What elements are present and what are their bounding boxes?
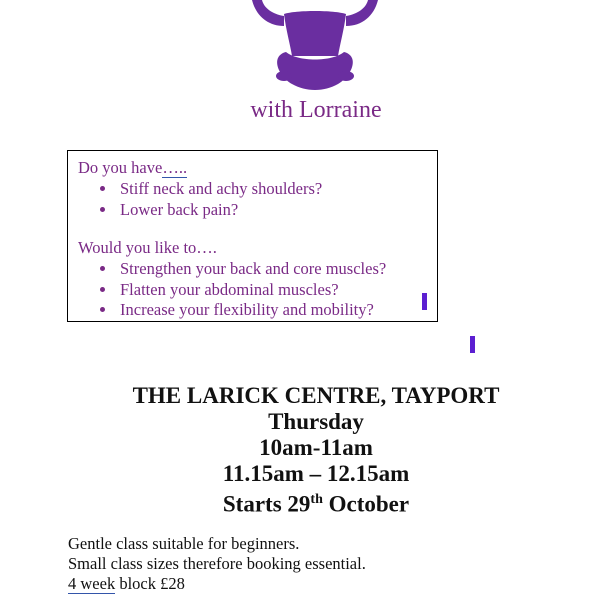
venue-time-2: 11.15am – 12.15am <box>222 461 410 486</box>
question-do-you-have <box>78 157 187 178</box>
cursor-marker <box>470 336 475 353</box>
venue-location: THE LARICK CENTRE, TAYPORT <box>132 383 500 408</box>
list-item: Flatten your abdominal muscles? <box>100 279 339 300</box>
venue-time-1: 10am-11am <box>259 435 373 460</box>
info-line-1: Gentle class suitable for beginners. <box>68 534 300 553</box>
question-do-you-have-text: Do you have <box>78 158 163 177</box>
instructor-subtitle: with Lorraine <box>250 97 382 123</box>
info-line-3: 4 week block £28 <box>68 574 185 593</box>
block-length-link: 4 week <box>68 574 116 593</box>
list-item: Strengthen your back and core muscles? <box>100 258 386 279</box>
questions-box <box>67 150 438 322</box>
yoga-figure-logo <box>240 0 390 92</box>
info-line-2: Small class sizes therefore booking essential. <box>68 554 366 573</box>
cursor-marker <box>422 293 427 310</box>
list-item: Lower back pain? <box>100 199 238 220</box>
venue-start-date: Starts 29th October <box>222 491 410 517</box>
list-item: Stiff neck and achy shoulders? <box>100 178 322 199</box>
question-dots: ….. <box>162 158 188 177</box>
question-would-you-like: Would you like to…. <box>78 238 217 257</box>
list-item: Increase your flexibility and mobility? <box>100 299 374 320</box>
venue-day: Thursday <box>268 409 364 434</box>
